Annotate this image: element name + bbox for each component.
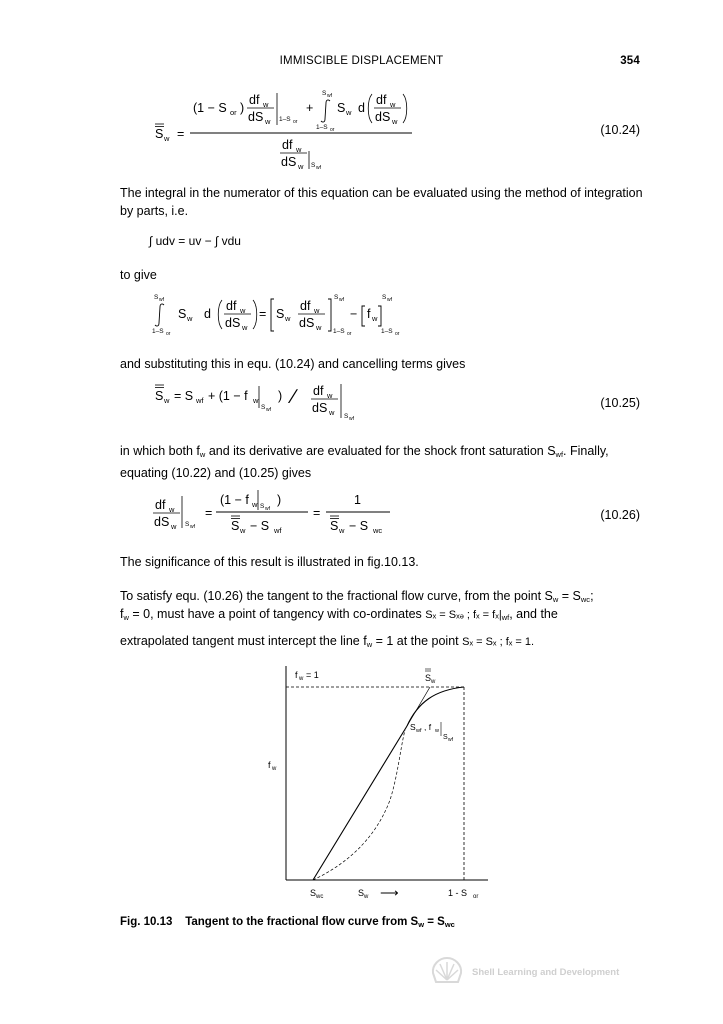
figure-fractional-flow-tangent: [250, 660, 510, 905]
equation-number-10-26: (10.26): [600, 508, 640, 522]
p4-part-a: in which both f: [120, 444, 200, 458]
label-tangent-point-mid: , f: [424, 722, 432, 732]
tangent-extrapolation: [407, 687, 430, 726]
eq26-dsw-sub: w: [171, 522, 177, 531]
mid-dsw-sub: w: [242, 323, 248, 332]
mid-int-lower-sub: or: [166, 331, 171, 337]
caption-sub-wc: wc: [444, 920, 455, 929]
p6-part-h: = 1 at the point: [372, 634, 463, 648]
eq24-int-upper-sub: wf: [327, 93, 332, 99]
mid-d: d: [204, 307, 211, 321]
eq26-sw-sub: w: [240, 526, 246, 535]
mid-b2-lower-sub: or: [395, 331, 400, 337]
p4-part-c: . Finally, equating (10.22) and (10.25) gives: [120, 444, 609, 480]
mid-int-upper: S: [154, 294, 159, 301]
eq24-den-dsw-sub: w: [298, 162, 304, 171]
eq25-df-sub: w: [327, 391, 333, 400]
figure-caption: [120, 916, 455, 929]
mid-sw-sub: w: [187, 314, 193, 323]
label-x-swc-sub: wc: [316, 894, 324, 900]
equation-integration-by-parts: ∫ udv = uv − ∫ vdu: [149, 234, 241, 248]
paragraph-tangent-line3: [120, 632, 660, 654]
mid-int-lower: 1–S: [152, 328, 164, 335]
mid-df: df: [226, 299, 237, 313]
eq26-minus-swc: − S: [349, 519, 369, 533]
eq26-close: ): [277, 493, 282, 507]
equation-number-10-24: (10.24): [600, 123, 640, 137]
eq26-num-swf-sub: wf: [265, 506, 270, 512]
eq25-slash: ∕: [292, 386, 296, 408]
eq24-dsw: dS: [248, 110, 264, 124]
eq26-swf-sub: wf: [190, 524, 195, 530]
label-x-one-minus-sor: 1 - S: [448, 888, 468, 898]
eq24-den-swf-sub: wf: [316, 165, 321, 171]
mid-df-sub: w: [240, 306, 246, 315]
eq24-one-minus-sor: (1 − S: [193, 101, 227, 115]
label-x-swc: S: [310, 888, 317, 898]
mid-b1-lower-sub: or: [347, 331, 352, 337]
caption-mid: = S: [424, 916, 445, 928]
p6-sub-w3: w: [366, 640, 373, 649]
label-tangent-point-fw-sub: w: [435, 728, 439, 734]
paragraph-tangent-line2: [120, 605, 660, 627]
eq25-dsw-sub: w: [329, 408, 335, 417]
label-sw-bar-sub: w: [431, 679, 436, 685]
eq26-df-sub: w: [169, 505, 175, 514]
label-tangent-point-eval: S: [443, 734, 448, 741]
page-number: 354: [620, 55, 640, 67]
label-tangent-point: S: [410, 722, 416, 732]
eq25-lhs-sub: w: [164, 396, 170, 405]
equation-10-26: [150, 482, 420, 538]
paragraph-shock-front: [120, 442, 645, 482]
paragraph-substituting: and substituting this in equ. (10.24) and cancelling terms gives: [120, 357, 466, 371]
label-fw-equals-one-sub: w: [299, 676, 304, 682]
eq24-eval-sub: or: [293, 119, 298, 125]
mid-int-upper-sub: wf: [159, 297, 164, 303]
caption-label: Fig. 10.13: [120, 916, 173, 928]
mid-b1-upper: S: [334, 294, 339, 301]
label-fw-equals-one-value: = 1: [306, 670, 319, 680]
mid-minus: −: [350, 307, 358, 321]
eq24-den-dsw: dS: [281, 155, 297, 169]
paragraph-to-give: to give: [120, 268, 157, 282]
mid-b1-upper-sub: wf: [339, 297, 344, 303]
label-y-axis-fw-sub: w: [272, 766, 277, 772]
eq25-rhs: = S: [174, 389, 194, 403]
eq24-lhs-sub: w: [164, 134, 170, 143]
eq24-dsw2: dS: [375, 110, 391, 124]
equation-number-10-25: (10.25): [600, 396, 640, 410]
eq24-dsw2-sub: w: [392, 117, 398, 126]
mid-fw: f: [367, 307, 371, 321]
p6-part-c: ;: [590, 589, 594, 603]
eq25-swf-sub: wf: [266, 407, 271, 413]
p6-sub-w2: w: [123, 613, 129, 622]
mid-sw: S: [178, 307, 187, 321]
label-y-axis-fw: f: [268, 760, 271, 770]
p6-coord1: Sₓ = Sₓₔ ; fₓ = fₓ|: [425, 609, 502, 621]
p4-sub-wf: wf: [555, 450, 564, 459]
eq25-den-swf: S: [344, 413, 349, 420]
mid-df2-sub: w: [314, 306, 320, 315]
mid-b1-lower: 1–S: [333, 328, 345, 335]
label-x-sw: S: [358, 888, 365, 898]
label-fw-equals-one: f: [295, 670, 298, 680]
mid-dsw2-sub: w: [316, 323, 322, 332]
p6-part-e: = 0, must have a point of tangency with co-ordinates: [128, 607, 426, 621]
label-tangent-point-sub: wf: [416, 728, 422, 734]
p6-sub-wf: wf: [501, 613, 510, 622]
eq26-sw: S: [231, 519, 240, 533]
eq24-int-lower-sub: or: [330, 127, 335, 133]
p4-part-b: and its derivative are evaluated for the shock front saturation S: [205, 444, 556, 458]
tangent-line: [313, 726, 407, 880]
mid-b2-lower: 1–S: [381, 328, 393, 335]
paragraph-significance: The significance of this result is illustrated in fig.10.13.: [120, 555, 419, 569]
eq25-dsw: dS: [312, 401, 328, 415]
label-sw-bar: S: [425, 673, 432, 683]
eq24-int-lower: 1–S: [316, 124, 328, 131]
eq26-fw-sub: w: [252, 500, 258, 509]
eq24-den-df-sub: w: [296, 145, 302, 154]
eq24-df-sub: w: [263, 100, 269, 109]
eq26-den2-sw-sub: w: [339, 526, 345, 535]
mid-sw2-sub: w: [285, 314, 291, 323]
mid-dsw2: dS: [299, 316, 315, 330]
eq26-dsw: dS: [154, 515, 170, 529]
caption-sub-w: w: [418, 920, 425, 929]
eq24-int-upper: S: [322, 90, 327, 97]
eq24-plus: +: [306, 101, 314, 115]
equation-10-24: [150, 85, 450, 175]
eq24-d: d: [358, 101, 365, 115]
p6-coord2: Sₓ = Sₓ ; fₓ = 1.: [462, 636, 535, 648]
eq26-swc-sub: wc: [373, 526, 383, 535]
eq25-plus-one-minus: + (1 − f: [208, 389, 248, 403]
mid-b2-upper-sub: wf: [387, 297, 392, 303]
eq25-den-swf-sub: wf: [349, 416, 354, 422]
eq24-sor-sub: or: [230, 108, 237, 117]
eq25-df: df: [313, 384, 324, 398]
equation-10-25: [150, 378, 390, 424]
caption-text: Tangent to the fractional flow curve from S: [185, 916, 419, 928]
mid-b2-upper: S: [382, 294, 387, 301]
eq26-one: 1: [354, 493, 361, 507]
fractional-flow-curve: [407, 687, 464, 726]
eq26-equals2: =: [313, 506, 321, 520]
shell-logo-icon: [430, 955, 464, 985]
eq26-den2-sw: S: [330, 519, 339, 533]
eq24-sw-sub: w: [346, 108, 352, 117]
equation-integral-identity: [150, 288, 440, 338]
running-header: IMMISCIBLE DISPLACEMENT: [279, 55, 444, 67]
eq24-equals: =: [177, 127, 185, 141]
eq25-rhs-sub: wf: [196, 396, 204, 405]
p6-part-g: extrapolated tangent must intercept the line f: [120, 634, 367, 648]
mid-df2: df: [300, 299, 311, 313]
p6-part-d: f: [120, 607, 124, 621]
eq24-den-df: df: [282, 138, 293, 152]
p6-sub-w1: w: [552, 595, 559, 604]
p4-sub-w: w: [199, 450, 206, 459]
label-tangent-point-eval-sub: wf: [448, 737, 453, 743]
eq26-equals1: =: [205, 506, 213, 520]
label-x-one-minus-sor-sub: or: [473, 894, 479, 900]
eq26-one-minus-fw: (1 − f: [220, 493, 249, 507]
eq26-swf-sub2: wf: [274, 526, 282, 535]
eq24-df2: df: [376, 93, 387, 107]
arrow-icon: ⟶: [380, 885, 399, 900]
eq24-dsw-sub: w: [265, 117, 271, 126]
eq26-swf: S: [185, 521, 190, 528]
eq25-swf: S: [261, 404, 266, 411]
eq24-df: df: [249, 93, 260, 107]
p6-sub-wc: wc: [580, 595, 591, 604]
eq24-eval-lower: 1–S: [279, 116, 291, 123]
paragraph-integration-by-parts: The integral in the numerator of this equation can be evaluated using the method of integration by parts, i.e.: [120, 186, 643, 218]
eq25-close: ): [278, 389, 283, 403]
eq24-sw: S: [337, 101, 346, 115]
eq26-num-swf: S: [260, 503, 265, 510]
mid-sw2: S: [276, 307, 285, 321]
eq25-fw-sub: w: [253, 396, 259, 405]
eq26-df: df: [155, 498, 166, 512]
p6-part-b: = S: [558, 589, 581, 603]
eq24-den-swf: S: [311, 162, 316, 169]
eq24-df2-sub: w: [390, 100, 396, 109]
label-x-sw-sub: w: [364, 894, 369, 900]
eq24-lhs: S: [155, 127, 164, 141]
p6-part-f: , and the: [509, 607, 558, 621]
footer-brand: Shell Learning and Development: [472, 967, 620, 978]
eq25-lhs: S: [155, 389, 164, 403]
eq26-minus-swf: − S: [250, 519, 270, 533]
eq24-close-paren: ): [240, 101, 245, 115]
mid-fw-sub: w: [372, 314, 378, 323]
p6-part-a: To satisfy equ. (10.26) the tangent to the fractional flow curve, from the point S: [120, 589, 553, 603]
mid-dsw: dS: [225, 316, 241, 330]
mid-equals: =: [259, 307, 267, 321]
